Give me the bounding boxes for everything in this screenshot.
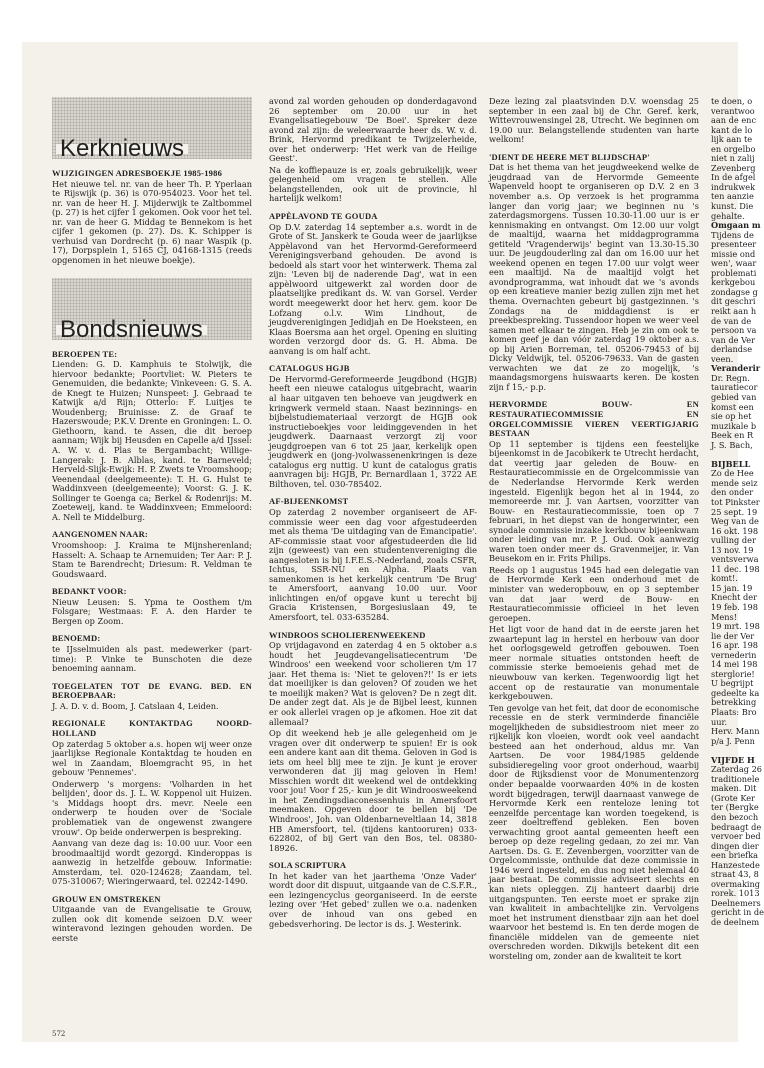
column-4-line: vernederin (711, 649, 757, 660)
column-4-line: ventsverwa (711, 554, 759, 565)
section-heading: REGIONALE KONTAKTDAG NOORD-HOLLAND (52, 718, 252, 738)
paragraph: Het nieuwe tel. nr. van de heer Th. P. Yperlaan te Rijswijk (p. 36) is 070-954023. Voor het tel. nr. van de heer H. J. Mijderwijk te Zaltbommel (p. 27) is het cijfer 1 gekomen. Ook voor het tel. nr. van de heer G. Middag te Bennekom is het cijfer 1 gekomen (p. 27). Ds. K. Schipper is verhuisd van Dordrecht (p. 6) naar Waspik (p. 17), Dorpsplein 1, 5165 CJ, 04168-1315 (reeds opgenomen in het nieuwe boekje). (52, 178, 252, 265)
paragraph: Op 11 september is tijdens een feestelijke bijeenkomst in de Jacobikerk te Utrecht herdacht, dat veertig jaar geleden de Bouw- en Restauratiecommissie en de Orgelcommissie van de Nederlandse Hervormde Kerk werden ingesteld. Eigenlijk begon het al in 1944, zo memoreerde mr. J. van Aartsen, voorzitter van Bouw- en Restauratiecommissie, toen op 7 februari, in het diepst van de hongerwinter, een synodale commissie inzake kerkbouw bijeenkwam onder leiding van mr. P. J. Oud. Ook aanwezig waren toen onder meer ds. Gravenmeijer, ir. Van Beusekom en ir. Frits Philips. (489, 438, 699, 564)
paragraph: Lienden: G. D. Kamphuis te Stolwijk, die hiervoor bedankte; Poortvliet: W. Pieters te Genemuiden, die bedankte; Vinkeveen: G. S. A. de Knegt te Huizen; Nunspeet: J. Gebraad te Katwijk a/d Rijn; Otterlo: F. Luitjes te Woudenberg; Bruinisse: Z. de Graaf te Hazerswoude; P.K.V. Drente en Groningen: L. O. Giethoorn, kand. te Assen, die dit beroep aannam; Wijk bij Heusden en Capelle a/d IJssel: A. W. v. d. Plas te Bergambacht; Willige-Langerak: J. B. Alblas, kand. te Barneveld; Herveld-Slijk-Ewijk: H. P. Zwets te Vroomshoop; Veenendaal (deelgemeente): T. H. G. Hulst te Waddinxveen (deelgemeente); Voorst: G. J. K. Sollinger te Goenga ca; Berkel & Rodenrijs: M. Zoeteweij, kand. te Waddinxveen; Emmeloord: A. Nell te Middelburg. (52, 359, 252, 522)
column-4-line: reikt aan h (711, 306, 757, 317)
section-heading: WINDROOS SCHOLIERENWEEKEND (269, 629, 426, 640)
column-4-line: derlandse (711, 344, 753, 355)
column-4-line: dingen dier (711, 840, 759, 851)
paragraph: De Hervormd-Gereformeerde Jeugdbond (HGJB) heeft een nieuwe catalogus uitgebracht, waarin al haar uitgaven ten behoeve van jeugdwerk en kringwerk vermeld staan. Naast bezinnings- en bijbelstudiemateriaal verzorgt de HGJB ook instructieboekjes voor leidinggevenden in het jeugdwerk. Daarnaast verzorgt zij voor jeugdgroepen van 6 tot 25 jaar, kerkelijk open jeugdwerk en (jong-)volwassenenkringen is deze catalogus erg nuttig. U kunt de catalogus gratis aanvragen bij: HGJB, Pr. Bernardlaan 1, 3722 AE Bilthoven, tel. 030-785402. (269, 373, 477, 489)
column-4-line: Veranderir (711, 363, 761, 374)
column-4-line: kerkgebou (711, 277, 756, 288)
column-4-line: ter (Bergke (711, 802, 759, 813)
column-4-line: Zo de Hee (711, 468, 754, 479)
bondsnieuws-banner (52, 278, 252, 343)
section-heading: BEDANKT VOOR: (52, 586, 127, 597)
paragraph: Uitgaande van de Evangelisatie te Grouw, zullen ook dit komende seizoen D.V. weer winteravond lezingen gehouden worden. De eerste (52, 904, 252, 944)
column-4-line: rorek. 1013 (711, 888, 760, 899)
paragraph: Op dit weekend heb je alle gelegenheid om je vragen over dit onderwerp te spuien! Er is ook een andere kant aan dit thema. Geloven in God is iets om heel blij mee te zijn. Je kunt je erover verwonderen dat jij mag geloven in Hem! Misschien wordt dit weekend wel de ontdekking voor jou! Voor f 25,- kun je dit Windroosweekend in het Zendingsdiaconessenhuis in Amersfoort meemaken. Opgeven door te bellen bij 'De Windroos', Joh. van Oldenbarneveltlaan 14, 3818 HB Amersfoort, tel. (tijdens kantooruren) 033-622802, of bij Gert van den Bos, tel. 08380-18926. (269, 728, 477, 853)
paragraph: Nieuw Leusen: S. Ypma te Oosthem t/m Folsgare; Westmaas: F. A. den Harder te Bergen op Zoom. (52, 596, 252, 626)
column-4-line: gehalte. (711, 210, 745, 221)
column-4-line: Plaats: Bro (711, 707, 757, 717)
column-4-line: Tijdens de (711, 229, 754, 240)
column-4-line: en orgelbo (711, 143, 756, 154)
paragraph: Dat is het thema van het jeugdweekend welke de jeugdraad van de Hervormde Gemeente Wapenveld hoopt te organiseren op D.V. 2 en 3 november a.s. Op verzoek is het programma langer dan vorig jaar; we beginnen nu 's zaterdagsmorgens. Tussen 10.30-11.00 uur is er kennismaking en ontvangst. Om 12.00 uur volgt de maaltijd, waarna het middagprogramma getiteld 'Vragenderwijs' begint van 13.30-15.30 uur. De jeugdouderling zal dan om 16.00 uur het weekend openen en tegen 17.00 uur volgt weer een maaltijd. Na de maaltijd volgt het avondprogramma, wat inhoudt dat we 's avonds op een kreatieve manier bezig zullen zijn met het thema. Overnachten gebeurt bij gastgezinnen. 's Zondags na de middagdienst is er preekbespreking. Tussendoor hopen we weer veel samen met elkaar te zingen. Heb je zin om ook te komen geef je dan vóór zaterdag 19 oktober a.s. op bij Arien Borreman, tel. 05206-79453 of bij Dicky Veldwijk, tel. 05206-79633. Van de gasten verwachten we dat ze zo mogelijk, 's maandagsmorgens huiswaarts keren. De kosten zijn f 15,- p.p. (489, 162, 699, 392)
section-heading: APPÈLAVOND TE GOUDA (269, 211, 378, 222)
column-4-line: BIJBELL (711, 458, 751, 469)
paragraph: Aanvang van deze dag is: 10.00 uur. Voor een broodmaaltijd wordt gezorgd. Kinderoppas is aanwezig in hetzelfde gebouw. Informatie: Amsterdam, tel. 020-124628; Zaandam, tel. 075-310067; Wieringerwaard, tel. 02242-1490. (52, 838, 252, 887)
column-4-line: Omgaan m (711, 220, 761, 231)
column-4-line: Dr. Regn. (711, 372, 750, 383)
column-4-line: uur. (711, 716, 728, 727)
paragraph: Op zaterdag 5 oktober a.s. hopen wij weer onze jaarlijkse Regionale Kontaktdag te houden en wel in Zaandam, Bloemgracht 95, in het gebouw 'Pennemes'. (52, 738, 252, 778)
column-4-line: kunst. Die (711, 201, 754, 212)
column-4-line: maken. Dit (711, 783, 757, 794)
paragraph: Onderwerp 's morgens: 'Volharden in het belijden', door ds. J. L. W. Koppenol uit Huizen. 's Middags hoopt drs. mevr. Neele een onderwerp te houden over de 'Sociale problematiek van de ongewenst zwangere vrouw'. Op beide onderwerpen is bespreking. (52, 778, 252, 837)
column-4-line: 13 nov. 19 (711, 544, 754, 555)
section-heading: 'DIENT DE HEERE MET BLIJDSCHAP' (489, 151, 650, 162)
column-4-line: overmaking (711, 878, 761, 889)
column-4-line: Herv. Mann (711, 726, 760, 737)
paragraph: Na de koffiepauze is er, zoals gebruikelijk, weer gelegenheid om vragen te stellen. Alle belangstellenden, ook uit de provincie, hl hartelijk welkom! (269, 164, 477, 204)
paragraph: te IJsselmuiden als past. medewerker (part-time): P. Vinke te Bunschoten die deze benoeming aannam. (52, 644, 252, 674)
bondsnieuws-heading: Bondsnieuws (56, 325, 207, 335)
column-4-line: Knecht der (711, 592, 757, 603)
column-4-line: J. S. Bach, (711, 439, 753, 450)
paragraph: Vroomshoop: J. Kraima te Mijnsherenland; Hasselt: A. Schaap te Arnemuiden; Ter Aar: P. J. Stam te Barendrecht; Driesum: R. Veldman te Goudswaard. (52, 540, 252, 579)
section-heading: BENOEMD: (52, 633, 101, 644)
column-4-line: 15 jan. 19 (711, 582, 753, 593)
column-4-line: U begrijpt (711, 678, 754, 689)
section-heading: AF-BIJEENKOMST (269, 496, 349, 507)
paragraph: Op D.V. zaterdag 14 september a.s. wordt in de Grote of St. Janskerk te Gouda weer de jaarlijkse Appèlavond van het Hervormd-Gereformeerd Verenigingsverband gehouden. De avond is bedoeld als start voor het winterwerk. Thema zal zijn: 'Leven bij de naderende Dag', wat in een appèlwoord uitgewerkt zal worden door de plaatselijke predikant ds. W. van Gorsel. Verder wordt meegewerkt door het herv. gem. koor De Lofzang o.l.v. Wim Lindhout, de jeugdverenigingen Jedidjah en De Hoeksteen, en Klaas Boersma aan het orgel. Opening en sluiting worden verzorgd door ds. G. H. Abma. De aanvang is om half acht. (269, 221, 477, 356)
section-heading: SOLA SCRIPTURA (269, 860, 347, 871)
paragraph: Het ligt voor de hand dat in de eerste jaren het zwaartepunt lag in herstel en herbouw van door het oorlogsgeweld getroffen gebouwen. Toen meer normale situaties ontstonden heeft de commissie sterke bemoeienis gehad met de nieuwbouw van kerken. Tegenwoordig ligt het accent op de restauratie van monumentale kerkgebouwen. (489, 624, 699, 702)
column-4-line: Weg van de (711, 516, 759, 527)
paragraph: Deze lezing zal plaatsvinden D.V. woensdag 25 september in een zaal bij de Chr. Geref. kerk, Wittevrouwensingel 28, Utrecht. We beginnen om 19.00 uur. Belangstellende studenten van harte welkom! (489, 96, 699, 145)
column-4-line: Beek en R (711, 430, 754, 441)
column-4-line: 11 dec. 198 (711, 563, 760, 574)
column-4-line: p/a J. Penn (711, 735, 755, 746)
column-4-line: lijk aan te (711, 134, 753, 145)
column-4-line: traditionele (711, 773, 760, 784)
column-4-line: ten aanzie (711, 191, 754, 202)
column-4-line: gericht in de (711, 907, 764, 918)
column-4-line: wen', waar (711, 258, 757, 269)
paragraph: Reeds op 1 augustus 1945 had een delegatie van de Hervormde Kerk een onderhoud met de minister van wederopbouw, en op 3 september van dat jaar werd de Bouw- en Restauratiecommissie officieel in het leven geroepen. (489, 564, 699, 623)
column-4-line: de van de (711, 315, 752, 326)
column-4-line: kant de lo (711, 124, 753, 135)
section-heading: GROUW EN OMSTREKEN (52, 893, 161, 904)
column-3 (489, 97, 699, 963)
section-heading: CATALOGUS HGJB (269, 363, 350, 374)
column-4-line: komst een (711, 401, 754, 412)
column-4-line: missie ond (711, 248, 756, 259)
paragraph: Op vrijdagavond en zaterdag 4 en 5 oktober a.s houdt het Jeugdevangelisatiecentrum 'De Windroos' een weekend voor scholieren t/m 17 jaar. Het thema is: 'Niet te geloven?!' Is er iets dat moeilijker is dan geloven? Of zouden we het te moeilijk maken? Wat is geloven? De n zegt dit. De ander zegt dat. Als je de Bijbel leest, kunnen er ook allerlei vragen op je afkomen. Hoe zit dat allemaal? (269, 640, 477, 727)
column-4-line: presenteer (711, 239, 757, 250)
column-4-line: de deelnem (711, 917, 760, 928)
column-4-line: problemati (711, 267, 757, 278)
column-4-line: tauratiecor (711, 382, 758, 393)
column-4-line: vulling der (711, 535, 756, 546)
column-2 (269, 97, 477, 931)
column-4-line: persoon va (711, 325, 757, 336)
kerknieuws-banner (52, 97, 252, 163)
column-4-line: vervoer bed (711, 831, 761, 842)
column-4-line: 19 feb. 198 (711, 601, 758, 612)
column-4-line: (Grote Ker (711, 792, 755, 803)
column-4-line: te doen, o (711, 96, 753, 106)
column-4-line: Mens! (711, 611, 737, 622)
column-4-line: Zaterdag 26 (711, 764, 763, 775)
column-4-line: gedeelte ka (711, 687, 760, 698)
column-4-line: gebied van (711, 391, 757, 402)
kerknieuws-heading: Kerknieuws (56, 144, 188, 154)
section-heading: WIJZIGINGEN ADRESBOEKJE 1985-1986 (52, 168, 223, 178)
column-4-line: betrekking (711, 697, 757, 708)
column-4-line: sterglorie! (711, 668, 755, 679)
column-4-line: den bezoch (711, 812, 759, 823)
column-4-line: 14 mei 198 (711, 659, 758, 670)
column-4-line: 16 apr. 198 (711, 640, 758, 651)
column-4-line: Hanzestede (711, 859, 760, 870)
paragraph: In het kader van het jaarthema 'Onze Vader' wordt door dit dispuut, uitgaande van de C.S.F.R., een lezingencyclus georganiseerd. In de eerste lezing over 'Het gebed' zullen we o.a. nadenken over de inhoud van ons gebed en gebedsverhoring. De lector is ds. J. Westerink. (269, 870, 477, 929)
column-4-line: van de Ver (711, 334, 755, 345)
paragraph: Ten gevolge van het feit, dat door de economische recessie en de sterk verminderde financiële mogelijkheden de subsidiestroom niet meer zo rijkelijk kon vloeien, wordt ook veel aandacht besteed aan het onderhoud, aldus mr. Van Aartsen. De voor 1984/1985 geldende subsidieregeling voor groot onderhoud, waarbij door de Rijksdienst voor de Monumentenzorg onder bepaalde voorwaarden 40% in de kosten wordt bijgedragen, terwijl daarnaast vanwege de Hervormde Kerk een renteloze lening tot eenzelfde percentage kan worden toegekend, is zeer doeltreffend gebleken. Een boven verwachting groot aantal gemeenten heeft een beroep op deze regeling gedaan, zo zei mr. Van Aartsen. Ds. G. E. Zevenbergen, voorzitter van de Orgelcommissie, onthulde dat deze commissie in 1946 werd ingesteld, en dus nog niet helemaal 40 jaar bestaat. De commissie adviseert slechts en kan niets opleggen. Zij hanteert daarbij drie uitgangspunten. Ten eerste moet er sprake zijn van kwaliteit in ambachtelijke zin. Vervolgens moet het instrument dienstbaar zijn aan het doel waarvoor het bestemd is. En ten derde mogen de financiële middelen van de gemeente niet overschreden worden. Dikwijls betekent dit een worsteling om, zonder aan de kwaliteit te kort (489, 702, 699, 961)
column-4-line: 25 sept. 19 (711, 506, 758, 517)
paragraph: J. A. D. v. d. Boom, J. Catslaan 4, Leiden. (52, 700, 219, 711)
column-4-line: VIJFDE H (711, 754, 755, 765)
column-4-line: aan de enc (711, 115, 757, 126)
paragraph: Op zaterdag 2 november organiseert de AF-commissie weer een dag voor afgestudeerden met als thema 'De uitdaging van de Emancipatie'. AF-commissie staat voor afgestudeerden die lid zijn (geweest) van een studentenvereniging die aangesloten is bij I.F.E.S.-Nederland, zoals CSFR, Ichtus, SSR-NU en Alpha. Plaats van samenkomen is het kerkelijk centrum 'De Brug' te Amersfoort, aanvang 10.00 uur. Voor inlichtingen en/of opgave kunt u terecht bij Gracia Kristensen, Borgesiuslaan 49, te Amersfoort, tel. 033-635284. (269, 507, 477, 623)
column-4-line: een briefka (711, 850, 759, 861)
section-heading: HERVORMDE BOUW- EN RESTAURATIECOMMISSIE EN ORGELCOMMISSIE VIEREN VEERTIGJARIG BESTAAN (489, 399, 699, 439)
column-4-line: indrukwek (711, 181, 756, 192)
column-4-line: tot Pinkster (711, 496, 760, 507)
column-4-line: In de afgel (711, 172, 756, 183)
column-4-line: 19 mrt. 198 (711, 621, 760, 632)
column-4-line: zondagse g (711, 286, 758, 297)
column-4-line: mende seiz (711, 477, 758, 488)
column-4-line: niet n zalij (711, 153, 755, 164)
section-heading: AANGENOMEN NAAR: (52, 529, 148, 540)
column-4-line: sie op het (711, 411, 752, 422)
column-4-line: komt!. (711, 573, 738, 584)
column-1 (52, 97, 252, 946)
column-4-line: Zevenberg (711, 162, 756, 173)
page-number: 572 (52, 1030, 66, 1038)
magazine-page (22, 42, 764, 1042)
column-4-line: Deelnemers (711, 897, 761, 908)
column-4-line: dit geschri (711, 296, 756, 307)
column-4-line: straat 43, 8 (711, 869, 759, 880)
column-4-line: muzikale b (711, 420, 757, 431)
paragraph: avond zal worden gehouden op donderdagavond 26 september om 20.00 uur in het Evangelisatiegebouw 'De Boei'. Spreker deze avond zal zijn: de weleerwaarde heer ds. W. v. d. Brink, Hervormd predikant te Twijzelerheide, over het onderwerp: 'Het werk van de Heilige Geest'. (269, 96, 477, 164)
column-4-line: verantwoo (711, 105, 755, 116)
column-4-line: veen. (711, 353, 734, 364)
section-heading: BEROEPEN TE: (52, 348, 118, 359)
section-heading: TOEGELATEN TOT DE EVANG. BED. EN BEROEPBAAR: (52, 680, 252, 701)
column-4-cropped (711, 96, 764, 928)
column-4-line: den onder (711, 487, 754, 498)
column-4-line: bedraagt de (711, 821, 762, 832)
column-4-line: 16 okt. 198 (711, 525, 759, 536)
column-4-line: lie der Ver (711, 630, 755, 641)
